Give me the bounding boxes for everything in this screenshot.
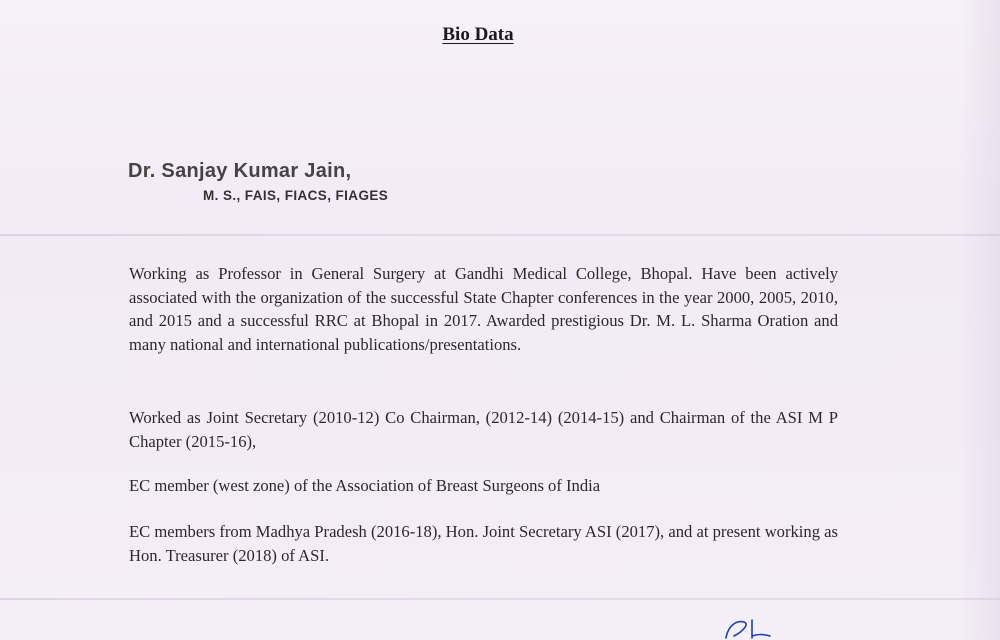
document-title: Bio Data	[442, 24, 514, 45]
paper-edge-shadow	[960, 0, 1000, 640]
paper-fold-line	[0, 598, 1000, 600]
person-name: Dr. Sanjay Kumar Jain,	[128, 160, 352, 182]
bio-paragraph-2: Worked as Joint Secretary (2010-12) Co Chairman, (2012-14) (2014-15) and Chairman of the ASI M P Chapter (2015-16),	[129, 408, 838, 451]
paper-fold-line	[0, 234, 1000, 236]
signature-mark	[706, 612, 796, 640]
bio-paragraph-4: EC members from Madhya Pradesh (2016-18), Hon. Joint Secretary ASI (2017), and at present working as Hon. Treasurer (2018) of ASI.	[129, 522, 838, 565]
bio-paragraph-3: EC member (west zone) of the Association of Breast Surgeons of India	[129, 476, 601, 495]
bio-paragraph-1: Working as Professor in General Surgery at Gandhi Medical College, Bhopal. Have been actively associated with the organization of the successful State Chapter conferences in the year 2000, 2005, 2010, and 2015 and a successful RRC at Bhopal in 2017. Awarded prestigious Dr. M. L. Sharma Oration and many national and international publications/presentations.	[129, 264, 838, 354]
person-credentials: M. S., FAIS, FIACS, FIAGES	[203, 188, 389, 203]
